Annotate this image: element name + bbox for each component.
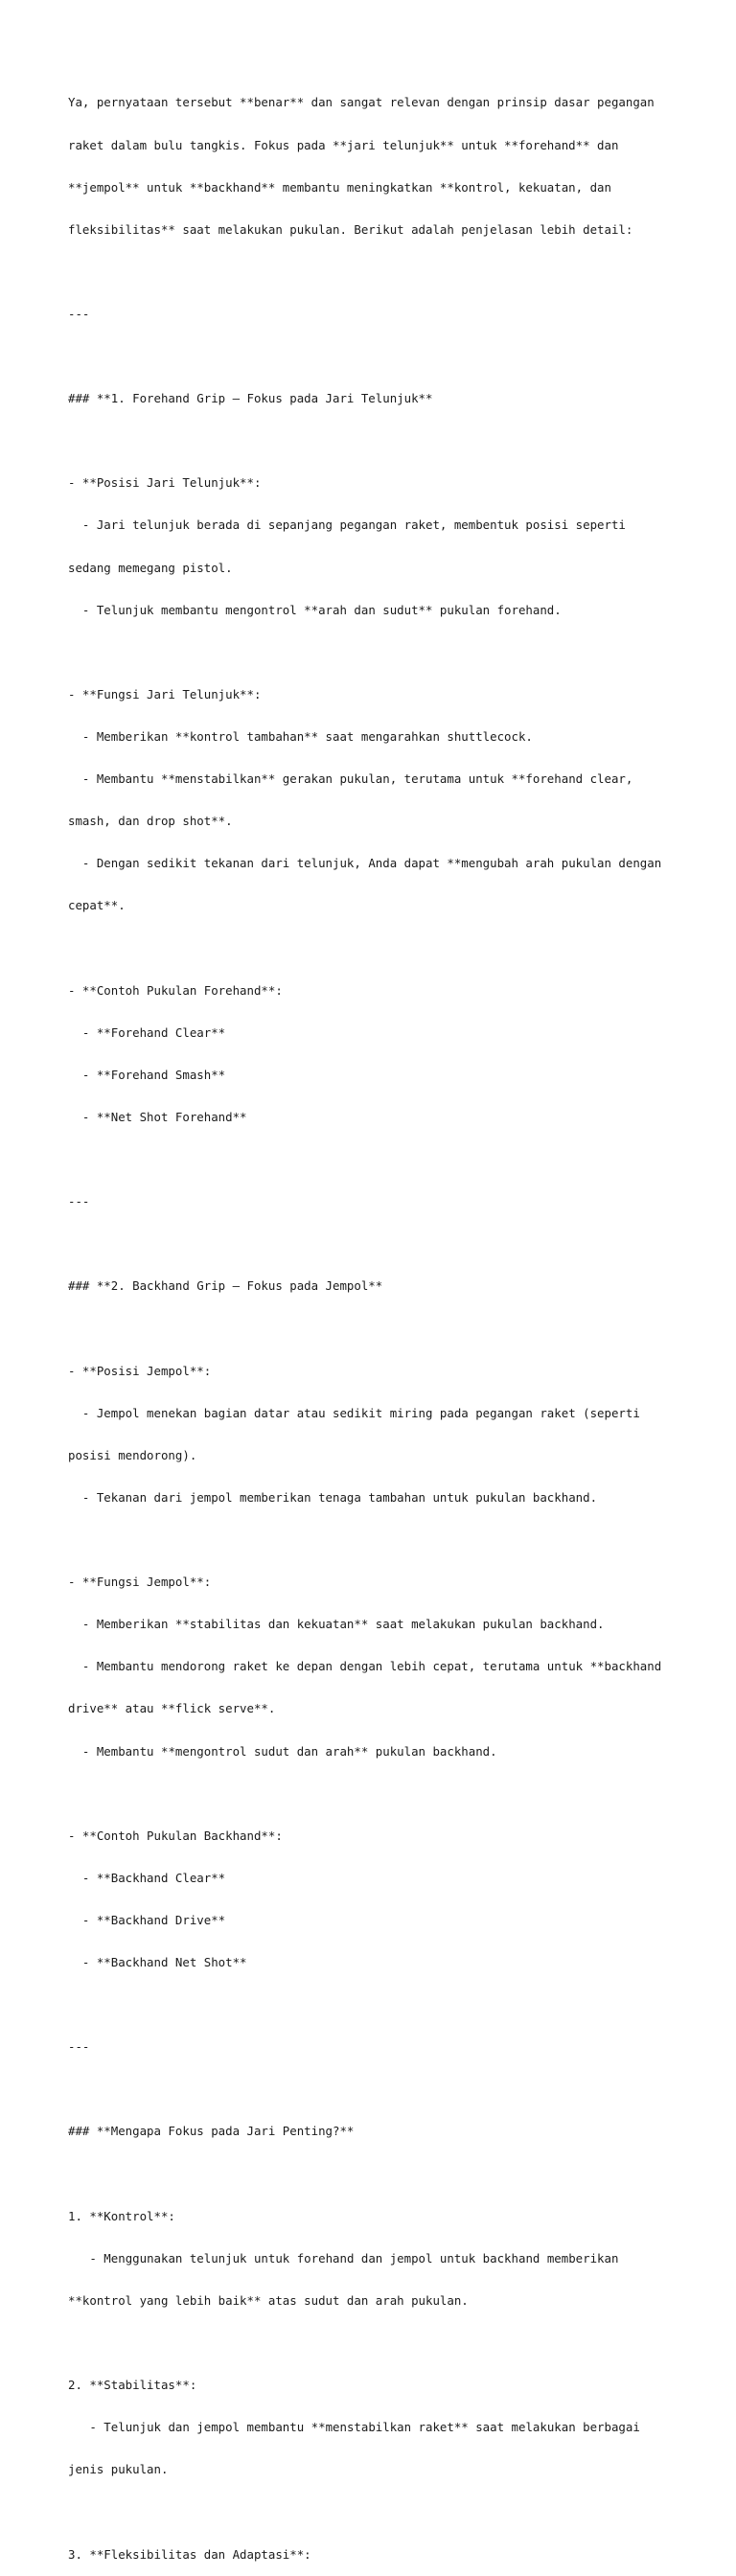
list-item: - **Contoh Pukulan Forehand**: <box>68 982 283 998</box>
list-item: - **Backhand Clear** <box>68 1870 226 1885</box>
list-item: - Dengan sedikit tekanan dari telunjuk, Anda dapat **mengubah arah pukulan dengan <box>68 856 662 871</box>
blank-line <box>68 1787 681 1802</box>
blank-line <box>68 942 681 956</box>
text-line: posisi mendorong). <box>68 1447 197 1462</box>
section-heading-forehand: ### **1. Forehand Grip – Fokus pada Jari Telunjuk** <box>68 391 433 406</box>
text-line: smash, dan drop shot**. <box>68 814 233 829</box>
numbered-item: 2. **Stabilitas**: <box>68 2378 197 2393</box>
list-item: - Memberikan **kontrol tambahan** saat mengarahkan shuttlecock. <box>68 728 533 744</box>
separator-line: --- <box>68 306 90 321</box>
document-text <box>68 68 681 2576</box>
list-item: - Memberikan **stabilitas dan kekuatan** saat melakukan pukulan backhand. <box>68 1617 605 1632</box>
numbered-item: 1. **Kontrol**: <box>68 2208 175 2223</box>
text-line: **kontrol yang lebih baik** atas sudut dan arah pukulan. <box>68 2292 469 2308</box>
separator-line: --- <box>68 2039 90 2055</box>
blank-line <box>68 1237 681 1252</box>
numbered-item: 3. **Fleksibilitas dan Adaptasi**: <box>68 2546 311 2562</box>
list-item: - **Fungsi Jari Telunjuk**: <box>68 686 262 702</box>
text-line: Ya, pernyataan tersebut **benar** dan sangat relevan dengan prinsip dasar pegangan <box>68 95 655 110</box>
list-item: - **Forehand Clear** <box>68 1024 226 1040</box>
text-line: fleksibilitas** saat melakukan pukulan. Berikut adalah penjelasan lebih detail: <box>68 221 633 237</box>
section-heading-importance: ### **Mengapa Fokus pada Jari Penting?** <box>68 2124 355 2139</box>
text-line: drive** atau **flick serve**. <box>68 1701 276 1716</box>
blank-line <box>68 265 681 280</box>
blank-line <box>68 350 681 364</box>
text-line: raket dalam bulu tangkis. Fokus pada **jari telunjuk** untuk **forehand** dan <box>68 137 619 152</box>
list-item: - Jari telunjuk berada di sepanjang pegangan raket, membentuk posisi seperti <box>68 518 626 533</box>
list-item: - Membantu **menstabilkan** gerakan pukulan, terutama untuk **forehand clear, <box>68 771 633 787</box>
list-item: - **Fungsi Jempol**: <box>68 1575 212 1590</box>
text-line: cepat**. <box>68 898 126 913</box>
list-item: - Menggunakan telunjuk untuk forehand dan jempol untuk backhand memberikan <box>68 2250 619 2266</box>
blank-line <box>68 646 681 660</box>
list-item: - **Net Shot Forehand** <box>68 1109 247 1124</box>
blank-line <box>68 2505 681 2519</box>
list-item: - Tekanan dari jempol memberikan tenaga tambahan untuk pukulan backhand. <box>68 1489 598 1505</box>
blank-line <box>68 2168 681 2182</box>
list-item: - Telunjuk membantu mengontrol **arah dan sudut** pukulan forehand. <box>68 602 562 617</box>
list-item: - Membantu mendorong raket ke depan dengan lebih cepat, terutama untuk **backhand <box>68 1659 662 1674</box>
text-line: sedang memegang pistol. <box>68 560 233 575</box>
blank-line <box>68 1322 681 1336</box>
blank-line <box>68 1998 681 2012</box>
text-line: **jempol** untuk **backhand** membantu meningkatkan **kontrol, kekuatan, dan <box>68 179 611 195</box>
list-item: - Telunjuk dan jempol membantu **menstabilkan raket** saat melakukan berbagai <box>68 2420 640 2435</box>
list-item: - **Posisi Jari Telunjuk**: <box>68 475 262 491</box>
separator-line: --- <box>68 1194 90 1209</box>
section-heading-backhand: ### **2. Backhand Grip – Fokus pada Jempol** <box>68 1278 383 1294</box>
blank-line <box>68 2336 681 2351</box>
list-item: - **Forehand Smash** <box>68 1067 226 1082</box>
list-item: - Jempol menekan bagian datar atau sedikit miring pada pegangan raket (seperti <box>68 1405 640 1420</box>
blank-line <box>68 434 681 448</box>
list-item: - **Backhand Net Shot** <box>68 1955 247 1970</box>
blank-line <box>68 1153 681 1167</box>
list-item: - **Posisi Jempol**: <box>68 1363 212 1378</box>
list-item: - **Contoh Pukulan Backhand**: <box>68 1828 283 1843</box>
list-item: - **Backhand Drive** <box>68 1912 226 1927</box>
blank-line <box>68 1533 681 1548</box>
blank-line <box>68 2082 681 2097</box>
text-line: jenis pukulan. <box>68 2462 169 2477</box>
list-item: - Membantu **mengontrol sudut dan arah** pukulan backhand. <box>68 1743 497 1759</box>
